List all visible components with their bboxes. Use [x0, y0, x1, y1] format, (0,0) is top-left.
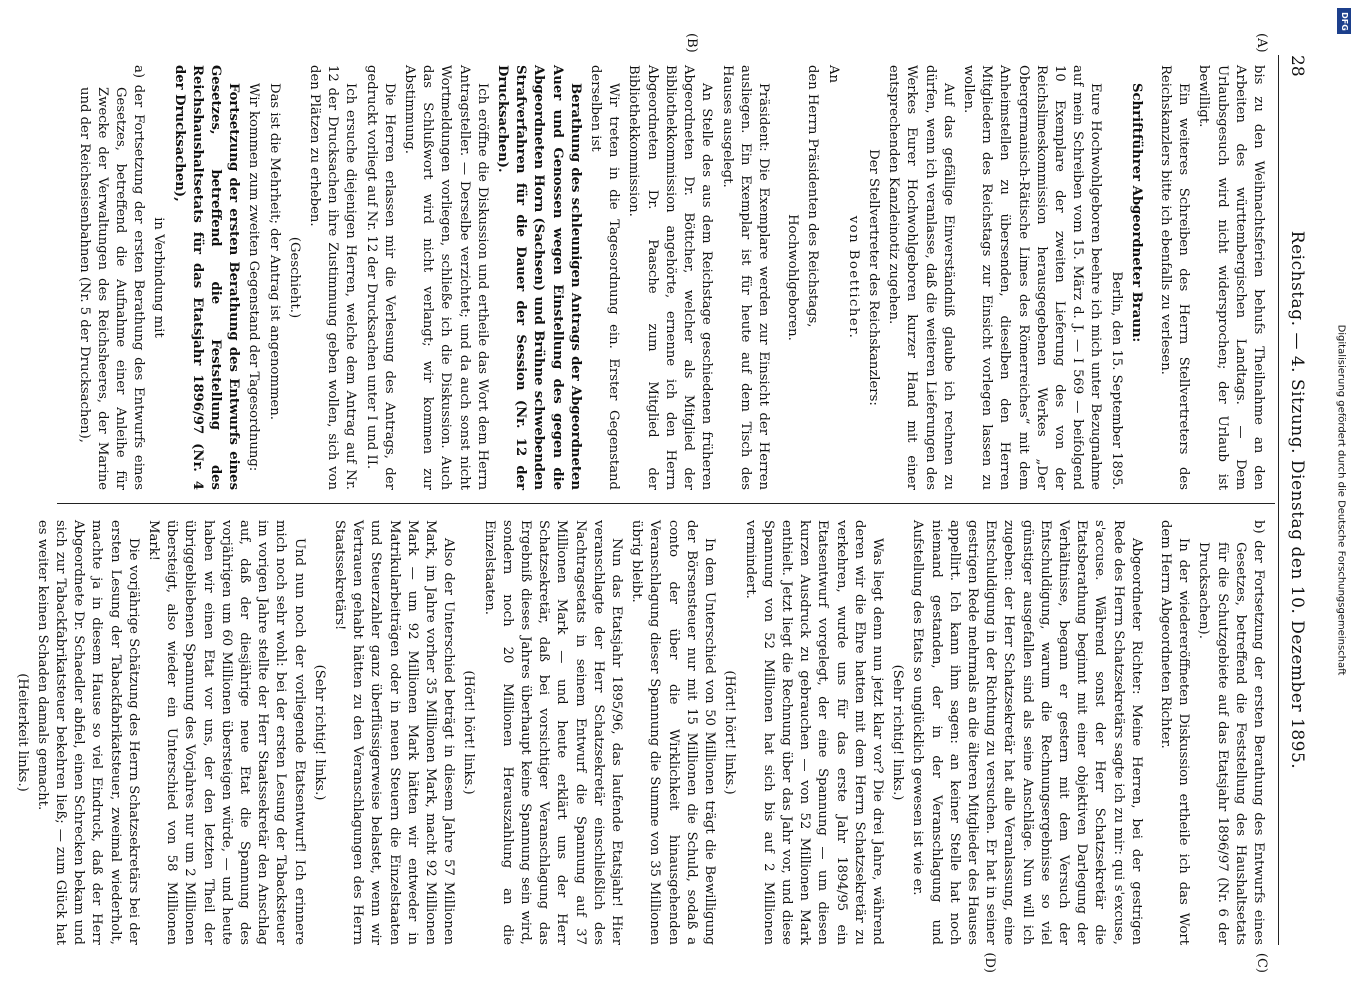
margin-mark-b: (B): [683, 33, 699, 53]
margin-mark-d: (D): [981, 952, 997, 973]
paragraph: Wir treten in die Tagesordnung ein. Erster Gegenstand derselben ist: [587, 65, 621, 490]
speaker-heading: Schriftführer Abgeordneter Braun:: [1128, 83, 1144, 343]
agenda-subitem: a) der Fortsetzung der ersten Berathung des Entwurfs eines Gesetzes, betreffend die Aufnahme einer Anleihe für Zwecke der Verwaltungen des Reichsheeres, der Marine und der Reichseisenbahnen (Nr. 5 der Drucksachen),: [76, 65, 146, 490]
paragraph: Ich eröffne die Diskussion und ertheile das Wort dem Herrn Antragsteller. — Derselbe verzichtet; und da auch sonst nicht Wortmeldungen vorliegen, schließe ich die Diskussion. Auch das Schlußwort wird nicht verlangt; wir kommen zur Abstimmung.: [401, 65, 490, 490]
paragraph: bis zu den Weihnachtsferien behufs Theilnahme an den Arbeiten des württembergischen Landtags. — Dem Urlaubsgesuch wird nicht widersprochen; der Urlaub ist bewilligt.: [1195, 65, 1266, 490]
speech-paragraph: Und nun noch der vorliegende Etatsentwurf! Ich erinnere mich noch sehr wohl: bei der ersten Lesung der Tabacksteuer im vorigen Jahre stellte der Herr Staatssekretär den Anschlag auf, daß der diesjährige neue Etat die Spannung des vorjährigen um 60 Millionen übersteigen würde, — und heute haben wir einen Etat vor uns, der den letzten Theil der übriggebliebenen Spannung des Vorjahres nur um 2 Millionen übersteigt, also wieder ein Unterschied von 58 Millionen Mark!: [145, 520, 307, 945]
paragraph: Die Herren erlassen mir die Verlesung des Antrags, der gedruckt vorliegt auf Nr. 12 der Drucksachen unter I und II.: [363, 65, 397, 490]
paragraph: In der wiedereröffneten Diskussion ertheile ich das Wort dem Herrn Abgeordneten Richter.: [1157, 520, 1191, 945]
dfg-logo: DFG: [1337, 8, 1351, 34]
funding-text: Digitalisierung gefördert durch die Deutsche Forschungsgemeinschaft: [1335, 324, 1347, 676]
funding-note: [1330, 10, 1352, 990]
paragraph: Auf das gefällige Einverständniß glaube ich rechnen zu dürfen, wenn ich veranlasse, daß die weiteren Lieferungen des Werkes Eurer Hochwohlgeboren kurzer Hand mit einer entsprechenden Kanzleinotiz zugehen.: [885, 65, 956, 490]
header-rule: [1278, 55, 1279, 945]
address-line: Hochwohlgeboren.: [784, 214, 800, 341]
paragraph: Ich ersuche diejenigen Herren, welche dem Antrag auf Nr. 12 der Drucksachen ihre Zustimmung geben wollen, sich von den Plätzen zu erheben.: [306, 65, 358, 490]
page-title: Reichstag. — 4. Sitzung. Dienstag den 10. Dezember 1895.: [1286, 230, 1307, 770]
speech-paragraph: Nun das Etatsjahr 1895/96, das laufende Etatsjahr! Hier veranschlagte der Herr Schatzsekretär einschließlich des Nachtragsetats in seinem Entwurf die Spannung auf 37 Millionen Mark — und heute erklärt uns der Herr Schatzsekretär, daß bei vorsichtiger Veranschlagung das Ergebniß dieses Jahres überhaupt keine Spannung sein wird, sondern noch 20 Millionen Herauszahlung an die Einzelstaaten.: [481, 520, 624, 945]
speech-paragraph: In dem Unterschied von 50 Millionen trägt die Bewilligung der Börsensteuer nur mit 15 Millionen die Schuld, sodaß a conto der über die Wirklichkeit hinausgehenden Veranschlagung dieser Spannung die Summe von 35 Millionen übrig bleibt.: [628, 520, 717, 945]
paragraph: Eure Hochwohlgeboren beehre ich mich unter Bezugnahme auf mein Schreiben vom 15. März d. J. — I 569 — beifolgend 10 Exemplare der zweiten Lieferung des von der Reichslimeskommission herausgegebenen Werkes „Der Obergermanisch-Rätische Limes des Römerreiches“ mit dem Anheimstellen zu übersenden, dieselben den Herren Mitgliedern des Reichstags zur Einsicht vorlegen lassen zu wollen.: [960, 65, 1103, 490]
signature-name: von Boetticher.: [845, 215, 861, 340]
interjection: (Sehr richtig! links.): [889, 664, 905, 801]
interjection: (Sehr richtig! links.): [311, 664, 327, 801]
interjection: (Heiterkeit links.): [14, 673, 30, 792]
paragraph: Präsident: Die Exemplare werden zur Einsicht der Herren ausliegen. Ein Exemplar ist für heute auf dem Tisch des Hauses ausgelegt.: [719, 65, 771, 490]
margin-mark-a: (A): [1253, 33, 1269, 53]
document-page: [14, 15, 1327, 985]
address-line: den Herrn Präsidenten des Reichstags,: [804, 65, 820, 328]
interjection: (Hört! hört! links.): [460, 670, 476, 795]
margin-mark-c: (C): [1253, 952, 1269, 973]
letter-date: Berlin, den 15. September 1895.: [1108, 271, 1124, 490]
connector-line: in Verbindung mit: [150, 217, 166, 338]
left-column: [57, 65, 1267, 490]
speech-paragraph: Abgeordneter Richter: Meine Herren, bei der gestrigen Rede des Herrn Schatzsekretärs sagte ich zu mir: qui s'excuse, s'accuse. Während sonst der Herr Schatzsekretär die Etatsberathung beginnt mit einer objektiven Darlegung der Verhältnisse, begann er gestern mit dem Versuch der Entschuldigung, warum die Rechnungsergebnisse so viel günstiger ausgefallen sind als seine Anschläge. Nun will ich zugeben: der Herr Schatzsekretär hat alle Veranlassung, eine Entschuldigung in der Richtung zu versuchen. Er hat in seiner gestrigen Rede mehrmals an die älteren Mitglieder des Hauses appellirt. Ich kann ihm sagen: an keiner Stelle hat noch niemand gestanden, der in der Veranschlagung und Aufstellung des Etats so unglücklich gewesen ist wie er.: [909, 520, 1144, 945]
speech-paragraph: Also der Unterschied beträgt in diesem Jahre 57 Millionen Mark, im Jahre vorher 35 Millionen Mark, macht 92 Millionen Mark — um 92 Millionen Mark hätten wir entweder in Matrikularbeiträgen oder in neuen Steuern die Einzelstaaten und Steuerzahler ganz überflüssigerweise belastet, wenn wir Vertrauen gehabt hätten zu den Veranschlagungen des Herrn Staatssekretärs!: [331, 520, 456, 945]
page-number: 28: [1286, 55, 1307, 77]
agenda-item: Berathung des schleunigen Antrags der Abgeordneten Auer und Genossen wegen Einstellung des gegen die Abgeordneten Horn (Sachsen) und Brühne schwebenden Strafverfahren für die Dauer der Session (Nr. 12 der Drucksachen).: [494, 65, 583, 490]
signature-title: Der Stellvertreter des Reichskanzlers:: [865, 149, 881, 406]
running-header: [1285, 55, 1309, 945]
interjection: (Hört! hört! links.): [721, 670, 737, 795]
paragraph: Das ist die Mehrheit; der Antrag ist angenommen.: [266, 83, 282, 420]
address-line: An: [825, 65, 841, 84]
interjection: (Geschieht.): [286, 236, 302, 319]
agenda-subitem: b) der Fortsetzung der ersten Berathung des Entwurfs eines Gesetzes, betreffend die Feststellung des Haushaltsetats für die Schutzgebiete auf das Etatsjahr 1896/97 (Nr. 6 der Drucksachen).: [1195, 520, 1266, 945]
paragraph: Ein weiteres Schreiben des Herrn Stellvertreters des Reichskanzlers bitte ich ebenfalls zu verlesen.: [1157, 65, 1191, 490]
speech-paragraph: Was liegt denn nun jetzt klar vor? Die drei Jahre, während deren wir die Ehre hatten mit dem Herrn Schatzsekretär zu verkehren, wurde uns für das erste Jahr 1894/95 ein Etatsentwurf vorgelegt, der eine Spannung — um diesen kurzen Ausdruck zu gebrauchen — von 52 Millionen Mark enthielt. Jetzt liegt die Rechnung über das Jahr vor, und diese Spannung von 52 Millionen hat sich bis auf 2 Millionen vermindert.: [742, 520, 885, 945]
speech-paragraph: Die vorjährige Schätzung des Herrn Schatzsekretärs bei der ersten Lesung der Tabackfabrikatsteuer, zweimal wiederholt, machte ja in diesem Hause so viel Eindruck, daß der Herr Abgeordnete Dr. Schaedler abfiel, einen Schrecken bekam und sich zur Tabackfabrikatsteuer bekehren ließ; — zum Glück hat es weiter keinen Schaden damals gemacht.: [34, 520, 141, 945]
agenda-item: Fortsetzung der ersten Berathung des Entwurfs eines Gesetzes, betreffend die Feststellung des Reichshaushaltsetats für das Etatsjahr 1896/97 (Nr. 4 der Drucksachen),: [171, 65, 241, 490]
paragraph: Wir kommen zum zweiten Gegenstand der Tagesordnung:: [245, 83, 261, 472]
column-divider: [57, 503, 1275, 504]
right-column: [14, 520, 1267, 945]
paragraph: An Stelle des aus dem Reichstage geschiedenen früheren Abgeordneten Dr. Böttcher, welcher als Mitglied der Bibliothekkommission angehörte, ernenne ich den Herrn Abgeordneten Dr. Paasche zum Mitglied der Bibliothekkommission.: [626, 65, 714, 490]
